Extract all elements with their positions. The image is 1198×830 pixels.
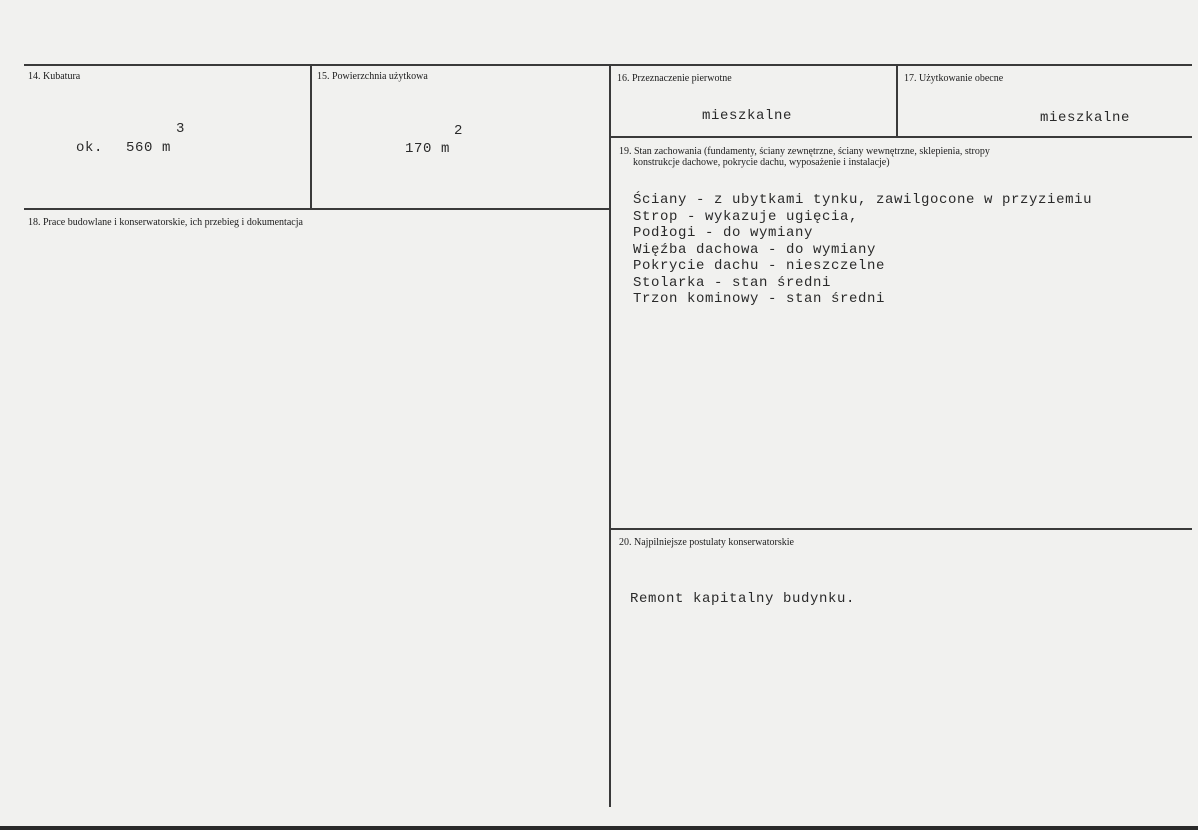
kubatura-value: 560 m xyxy=(126,140,172,156)
uzytkowanie-obecne-label: 17. Użytkowanie obecne xyxy=(904,73,1004,84)
przeznaczenie-pierwotne-label: 16. Przeznaczenie pierwotne xyxy=(617,73,732,84)
rule-below-14-15 xyxy=(24,208,610,210)
divider-16-17 xyxy=(896,65,898,137)
stan-zachowania-item: Stolarka - stan średni xyxy=(633,274,832,291)
kubatura-exponent: 3 xyxy=(176,121,185,137)
kubatura-label: 14. Kubatura xyxy=(28,71,81,82)
stan-zachowania-item: Więźba dachowa - do wymiany xyxy=(633,241,877,258)
stan-zachowania-label-line2: konstrukcje dachowe, pokrycie dachu, wyposażenie i instalacje) xyxy=(633,157,890,168)
przeznaczenie-pierwotne-value: mieszkalne xyxy=(702,108,793,124)
postulaty-value: Remont kapitalny budynku. xyxy=(630,591,856,607)
stan-zachowania-item: Pokrycie dachu - nieszczelne xyxy=(633,258,886,274)
powierzchnia-label: 15. Powierzchnia użytkowa xyxy=(317,71,428,82)
stan-zachowania-item: Trzon kominowy - stan średni xyxy=(633,291,886,307)
powierzchnia-value: 170 m xyxy=(405,141,451,157)
card-bottom-edge xyxy=(0,826,1198,830)
uzytkowanie-obecne-value: mieszkalne xyxy=(1040,110,1131,126)
stan-zachowania-label-line1: 19. Stan zachowania (fundamenty, ściany zewnętrzne, ściany wewnętrzne, sklepienia, stropy xyxy=(619,146,990,157)
center-divider xyxy=(609,65,611,807)
stan-zachowania-item: Strop - wykazuje ugięcia, xyxy=(633,208,859,225)
powierzchnia-exponent: 2 xyxy=(454,123,463,139)
stan-zachowania-list xyxy=(633,192,1092,308)
kubatura-prefix: ok. xyxy=(76,140,104,156)
stan-zachowania-item: Podłogi - do wymiany xyxy=(633,225,814,241)
prace-budowlane-label: 18. Prace budowlane i konserwatorskie, ich przebieg i dokumentacja xyxy=(28,217,303,228)
rule-below-16-17 xyxy=(610,136,1192,138)
postulaty-label: 20. Najpilniejsze postulaty konserwatorskie xyxy=(619,537,794,548)
divider-14-15 xyxy=(310,65,312,209)
stan-zachowania-item: Ściany - z ubytkami tynku, zawilgocone w przyziemiu xyxy=(633,192,1093,208)
rule-above-20 xyxy=(610,528,1192,530)
top-rule xyxy=(24,64,1192,66)
